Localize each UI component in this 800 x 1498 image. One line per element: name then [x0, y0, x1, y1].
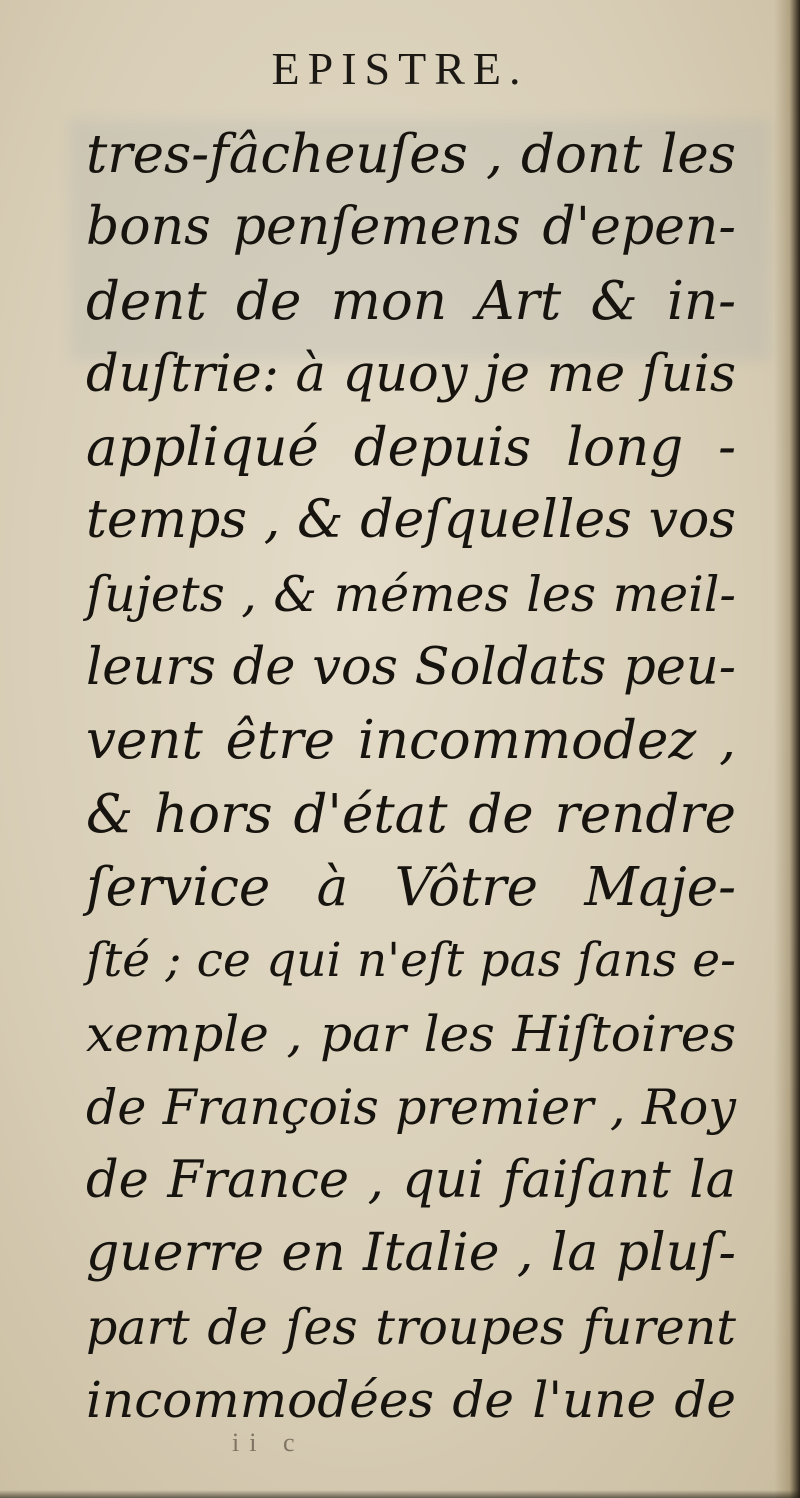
text-line: xemple , par les Hiſtoires	[86, 1004, 736, 1063]
text-line: leurs de vos Soldats peu-	[86, 638, 736, 698]
text-line: vent être incommodez ,	[86, 710, 736, 772]
text-line: appliqué depuis long -	[86, 417, 736, 479]
text-line: ſté ; ce qui n'eſt pas ſans e-	[86, 933, 736, 989]
text-line: ſervice à Vôtre Maje-	[86, 856, 736, 918]
text-line: de François premier , Roy	[86, 1078, 736, 1136]
text-line: ſujets , & mémes les meil-	[86, 565, 736, 623]
page-edge-shadow	[774, 0, 800, 1498]
text-line: & hors d'état de rendre	[86, 783, 736, 845]
page-bottom-shadow	[0, 1490, 800, 1498]
body-text	[86, 118, 736, 1437]
text-line: tres-fâcheuſes , dont les	[86, 124, 736, 185]
text-line: de France , qui faiſant la	[86, 1151, 736, 1211]
text-line: guerre en Italie , la pluſ-	[86, 1223, 736, 1284]
signature-mark: ii c	[232, 1428, 305, 1457]
text-line: duſtrie: à quoy je me ſuis	[86, 344, 736, 404]
text-line: temps , & deſquelles vos	[86, 490, 736, 551]
text-line: incommodées de l'une de	[86, 1371, 736, 1430]
text-line: part de ſes troupes furent	[86, 1298, 736, 1356]
running-head: EPISTRE.	[271, 43, 529, 94]
text-line: bons penſemens d'epen-	[86, 197, 736, 258]
text-line: dent de mon Art & in-	[86, 270, 736, 332]
